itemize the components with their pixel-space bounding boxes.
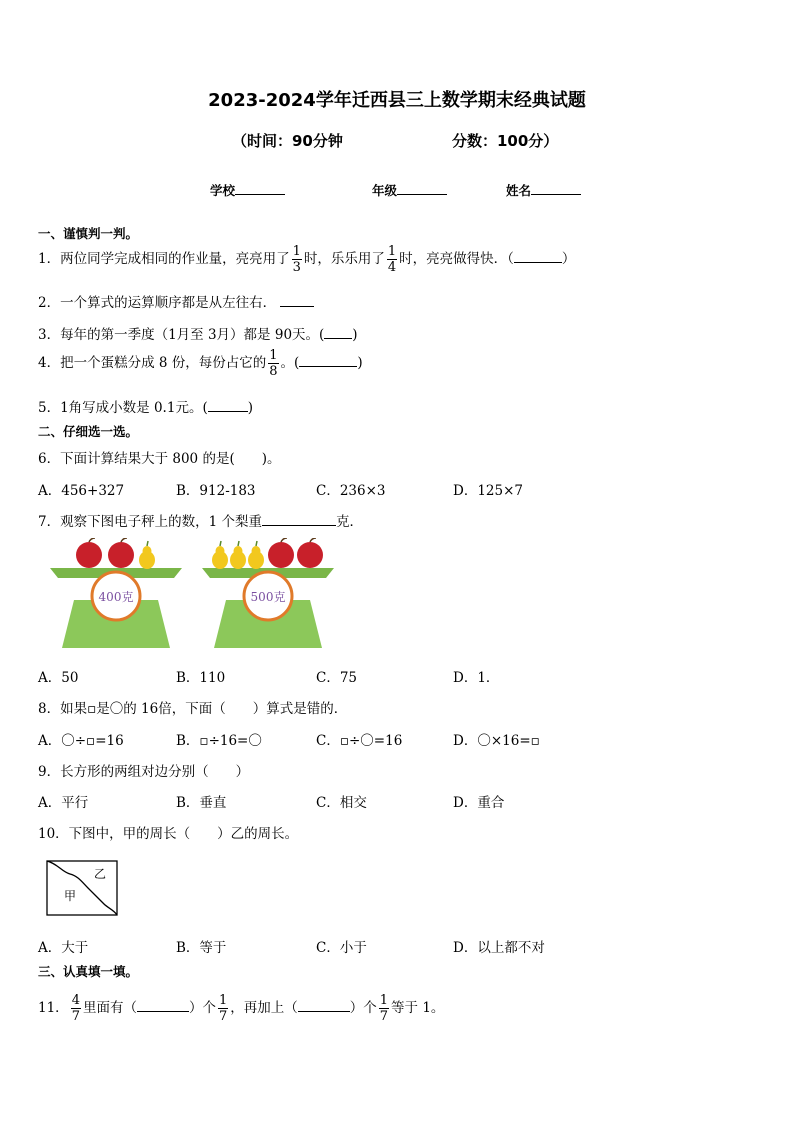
question-10: 10．下图中，甲的周长（ ）乙的周长。 [38,826,299,842]
q8-option-d[interactable]: D．〇×16=▫ [453,733,540,749]
apple-icon [297,542,323,568]
grade-label: 年级 [372,183,398,198]
q7-option-c[interactable]: C．75 [316,670,358,686]
school-line [235,182,285,195]
section-3-heading: 三、认真填一填。 [38,964,139,979]
answer-blank-4[interactable] [299,353,357,367]
question-9: 9．长方形的两组对边分别（ ） [38,764,250,780]
q8-option-a[interactable]: A．〇÷▫=16 [38,733,124,749]
fraction-1-8: $\frac{1}{8}$ [269,348,278,379]
scale-1-figure [46,538,186,650]
q7-option-d[interactable]: D．1． [453,670,500,686]
exam-time: （时间：90分钟 [232,132,343,150]
q10-curve [47,861,117,915]
scale-1-reading: 400克 [98,590,134,604]
page-title: 2023-2024学年迁西县三上数学期末经典试题 [208,90,586,111]
answer-blank-1[interactable] [514,249,562,263]
school-label: 学校 [210,183,236,198]
q6-option-a[interactable]: A．456+327 [38,483,125,499]
q6-option-d[interactable]: D．125×7 [453,483,523,499]
apple-icon [268,542,294,568]
apple-icon [76,542,102,568]
fraction-1-3: $\frac{1}{3}$ [292,244,301,275]
q10-option-b[interactable]: B．等于 [176,940,227,956]
answer-blank-2[interactable] [280,293,314,307]
q9-option-b[interactable]: B．垂直 [176,795,227,811]
q7-option-b[interactable]: B．110 [176,670,226,686]
q10-option-a[interactable]: A．大于 [38,940,89,956]
q10-option-c[interactable]: C．小于 [316,940,367,956]
fraction-4-7: $\frac{4}{7}$ [71,993,80,1024]
q7-option-a[interactable]: A．50 [38,670,79,686]
grade-field[interactable] [372,181,447,199]
question-3: 3．每年的第一季度（1月至 3月）都是 90天。( ) [38,327,358,343]
q8-option-b[interactable]: B．▫÷16=〇 [176,733,262,749]
q6-option-b[interactable]: B．912-183 [176,483,256,499]
question-6: 6．下面计算结果大于 800 的是( )。 [38,451,281,467]
name-field[interactable] [506,181,581,199]
name-label: 姓名 [506,183,532,198]
exam-score: 分数：100分） [452,132,559,150]
q6-option-c[interactable]: C．236×3 [316,483,386,499]
answer-blank-11b[interactable] [298,998,350,1012]
apple-icon [108,542,134,568]
section-1-heading: 一、谨慎判一判。 [38,226,139,241]
question-1: 1．两位同学完成相同的作业量，亮亮用了 $\frac{1}{3}$ 时，乐乐用了 $\frac{1}{4}$ 时，亮亮做得快．（ ） [38,244,576,275]
q9-option-c[interactable]: C．相交 [316,795,367,811]
answer-blank-7[interactable] [262,512,336,526]
fraction-1-4: $\frac{1}{4}$ [387,244,397,275]
question-2: 2．一个算式的运算顺序都是从左往右． [38,291,314,311]
scale-2-reading: 500克 [250,590,286,604]
answer-blank-11a[interactable] [137,998,189,1012]
q8-option-c[interactable]: C．▫÷〇=16 [316,733,403,749]
label-jia: 甲 [64,889,77,903]
question-4: 4．把一个蛋糕分成 8 份，每份占它的 $\frac{1}{8}$ 。( ) [38,348,363,379]
fraction-1-7: $\frac{1}{7}$ [218,993,228,1024]
answer-blank-5[interactable] [208,398,248,412]
question-8: 8．如果▫是〇的 16倍，下面（ ）算式是错的． [38,701,348,717]
question-7: 7．观察下图电子秤上的数，1 个梨重 克． [38,514,363,530]
fraction-1-7-b: $\frac{1}{7}$ [379,993,389,1024]
school-field[interactable] [210,181,285,199]
q9-option-a[interactable]: A．平行 [38,795,89,811]
question-5: 5．1角写成小数是 0.1元。( ) [38,400,253,416]
q9-option-d[interactable]: D．重合 [453,795,505,811]
name-line [531,182,581,195]
label-yi: 乙 [94,867,107,881]
scale-2-figure [198,538,338,650]
section-2-heading: 二、仔细选一选。 [38,424,139,439]
question-11: 11． $\frac{4}{7}$ 里面有（ ）个 $\frac{1}{7}$ ，再加上（ ）个 $\frac{1}{7}$ 等于 1。 [38,993,445,1024]
q10-option-d[interactable]: D．以上都不对 [453,940,545,956]
answer-blank-3[interactable] [324,325,352,339]
q10-figure [46,860,120,918]
grade-line [397,182,447,195]
